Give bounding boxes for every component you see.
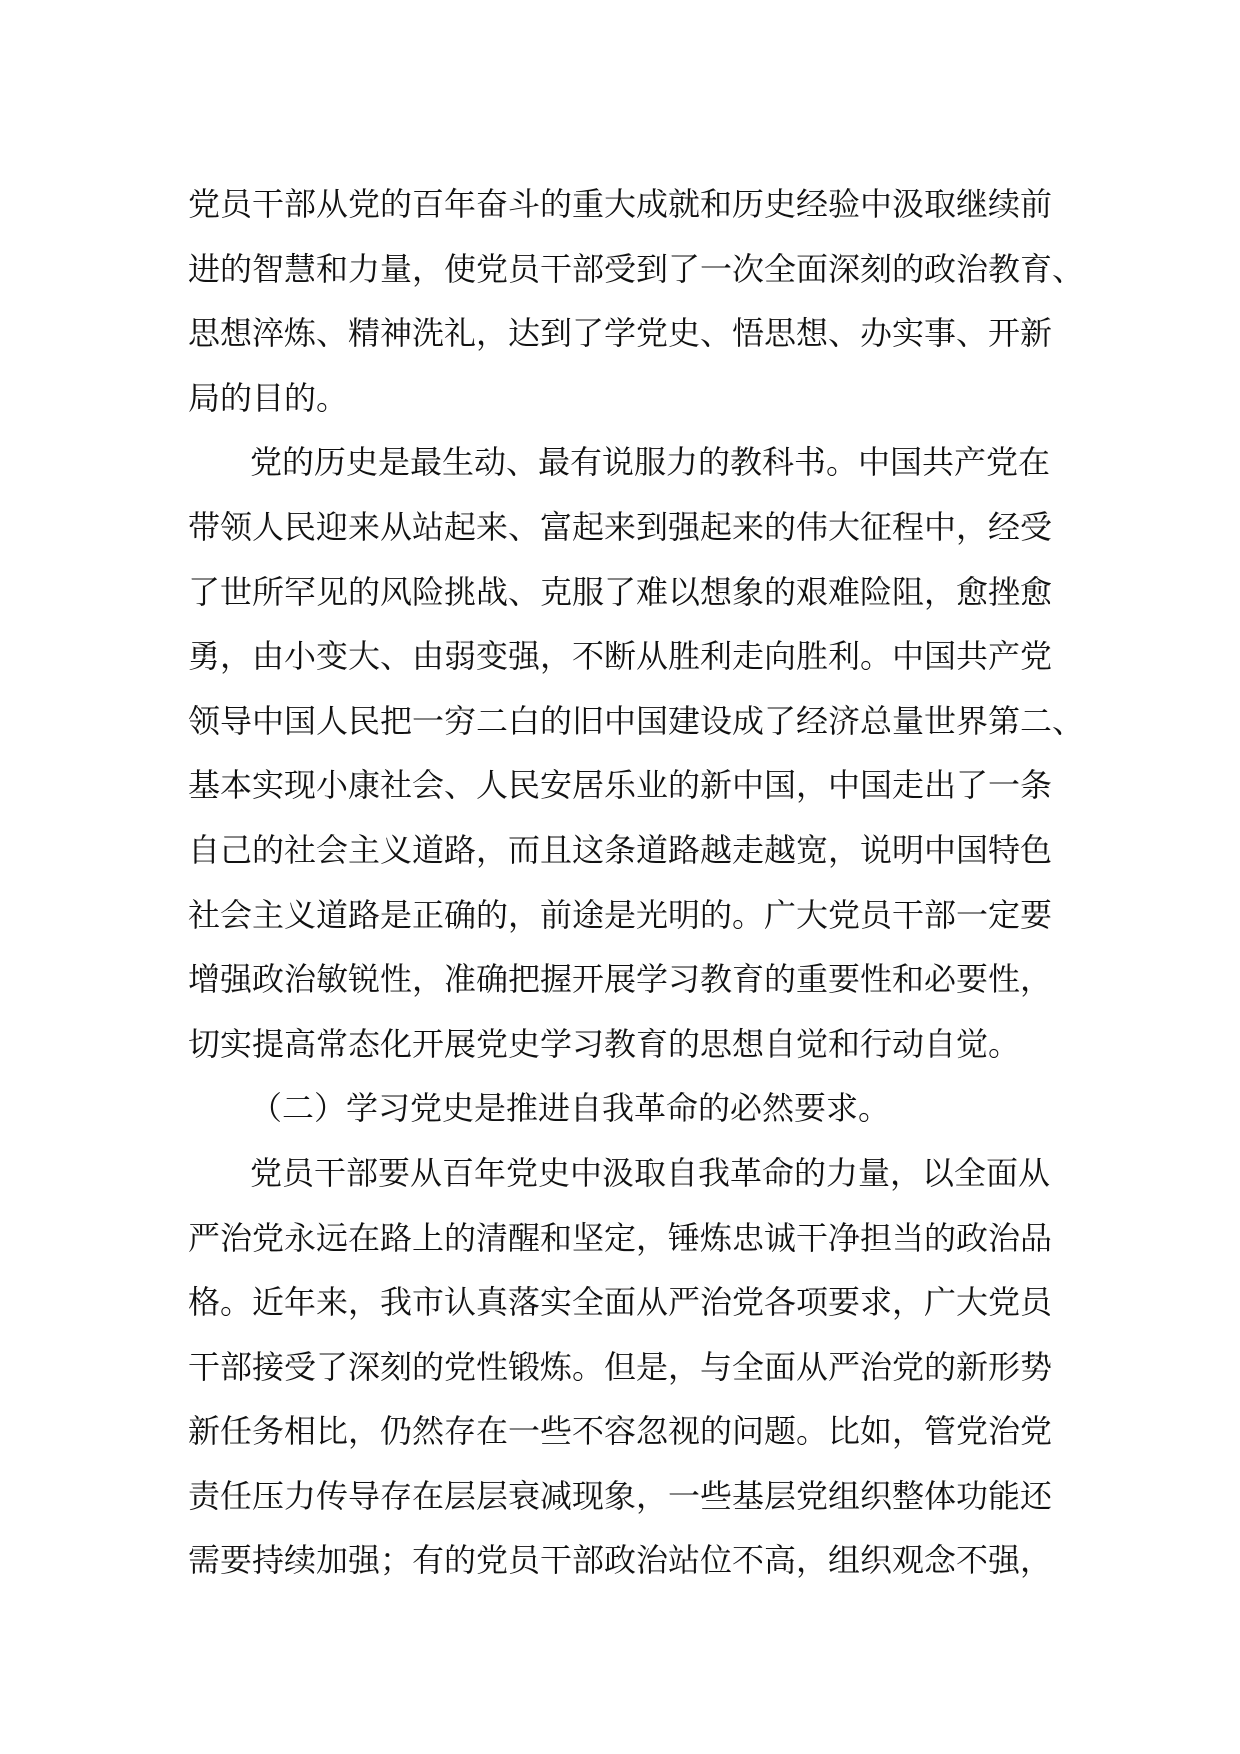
text-line-5: 党的历史是最生动、最有说服力的教科书。中国共产党在 — [250, 443, 1051, 482]
text-line-21: 责任压力传导存在层层衰减现象，一些基层党组织整体功能还 — [188, 1476, 1053, 1515]
text-line-6: 带领人民迎来从站起来、富起来到强起来的伟大征程中，经受 — [188, 507, 1053, 546]
text-line-13: 增强政治敏锐性，准确把握开展学习教育的重要性和必要性， — [188, 960, 1053, 999]
text-line-4: 局的目的。 — [188, 378, 349, 417]
text-line-18: 格。近年来，我市认真落实全面从严治党各项要求，广大党员 — [188, 1283, 1053, 1322]
text-line-16: 党员干部要从百年党史中汲取自我革命的力量，以全面从 — [250, 1153, 1051, 1192]
text-line-20: 新任务相比，仍然存在一些不容忽视的问题。比如，管党治党 — [188, 1412, 1053, 1451]
text-line-14: 切实提高常态化开展党史学习教育的思想自觉和行动自觉。 — [188, 1024, 1021, 1063]
document-body — [188, 172, 1088, 1593]
text-line-3: 思想淬炼、精神洗礼，达到了学党史、悟思想、办实事、开新 — [188, 314, 1053, 353]
text-line-11: 自己的社会主义道路，而且这条道路越走越宽，说明中国特色 — [188, 830, 1053, 869]
text-line-9: 领导中国人民把一穷二白的旧中国建设成了经济总量世界第二、 — [188, 701, 1085, 740]
text-line-22: 需要持续加强；有的党员干部政治站位不高，组织观念不强， — [188, 1541, 1053, 1580]
text-line-17: 严治党永远在路上的清醒和坚定，锤炼忠诚干净担当的政治品 — [188, 1218, 1053, 1257]
text-line-8: 勇，由小变大、由弱变强，不断从胜利走向胜利。中国共产党 — [188, 637, 1053, 676]
section-heading: （二）学习党史是推进自我革命的必然要求。 — [250, 1089, 891, 1128]
text-line-12: 社会主义道路是正确的，前途是光明的。广大党员干部一定要 — [188, 895, 1053, 934]
text-line-1: 党员干部从党的百年奋斗的重大成就和历史经验中汲取继续前 — [188, 185, 1053, 223]
text-line-19: 干部接受了深刻的党性锻炼。但是，与全面从严治党的新形势 — [188, 1347, 1053, 1386]
text-line-2: 进的智慧和力量，使党员干部受到了一次全面深刻的政治教育、 — [188, 249, 1085, 288]
text-line-10: 基本实现小康社会、人民安居乐业的新中国，中国走出了一条 — [188, 766, 1053, 805]
text-line-7: 了世所罕见的风险挑战、克服了难以想象的艰难险阻，愈挫愈 — [188, 572, 1053, 611]
